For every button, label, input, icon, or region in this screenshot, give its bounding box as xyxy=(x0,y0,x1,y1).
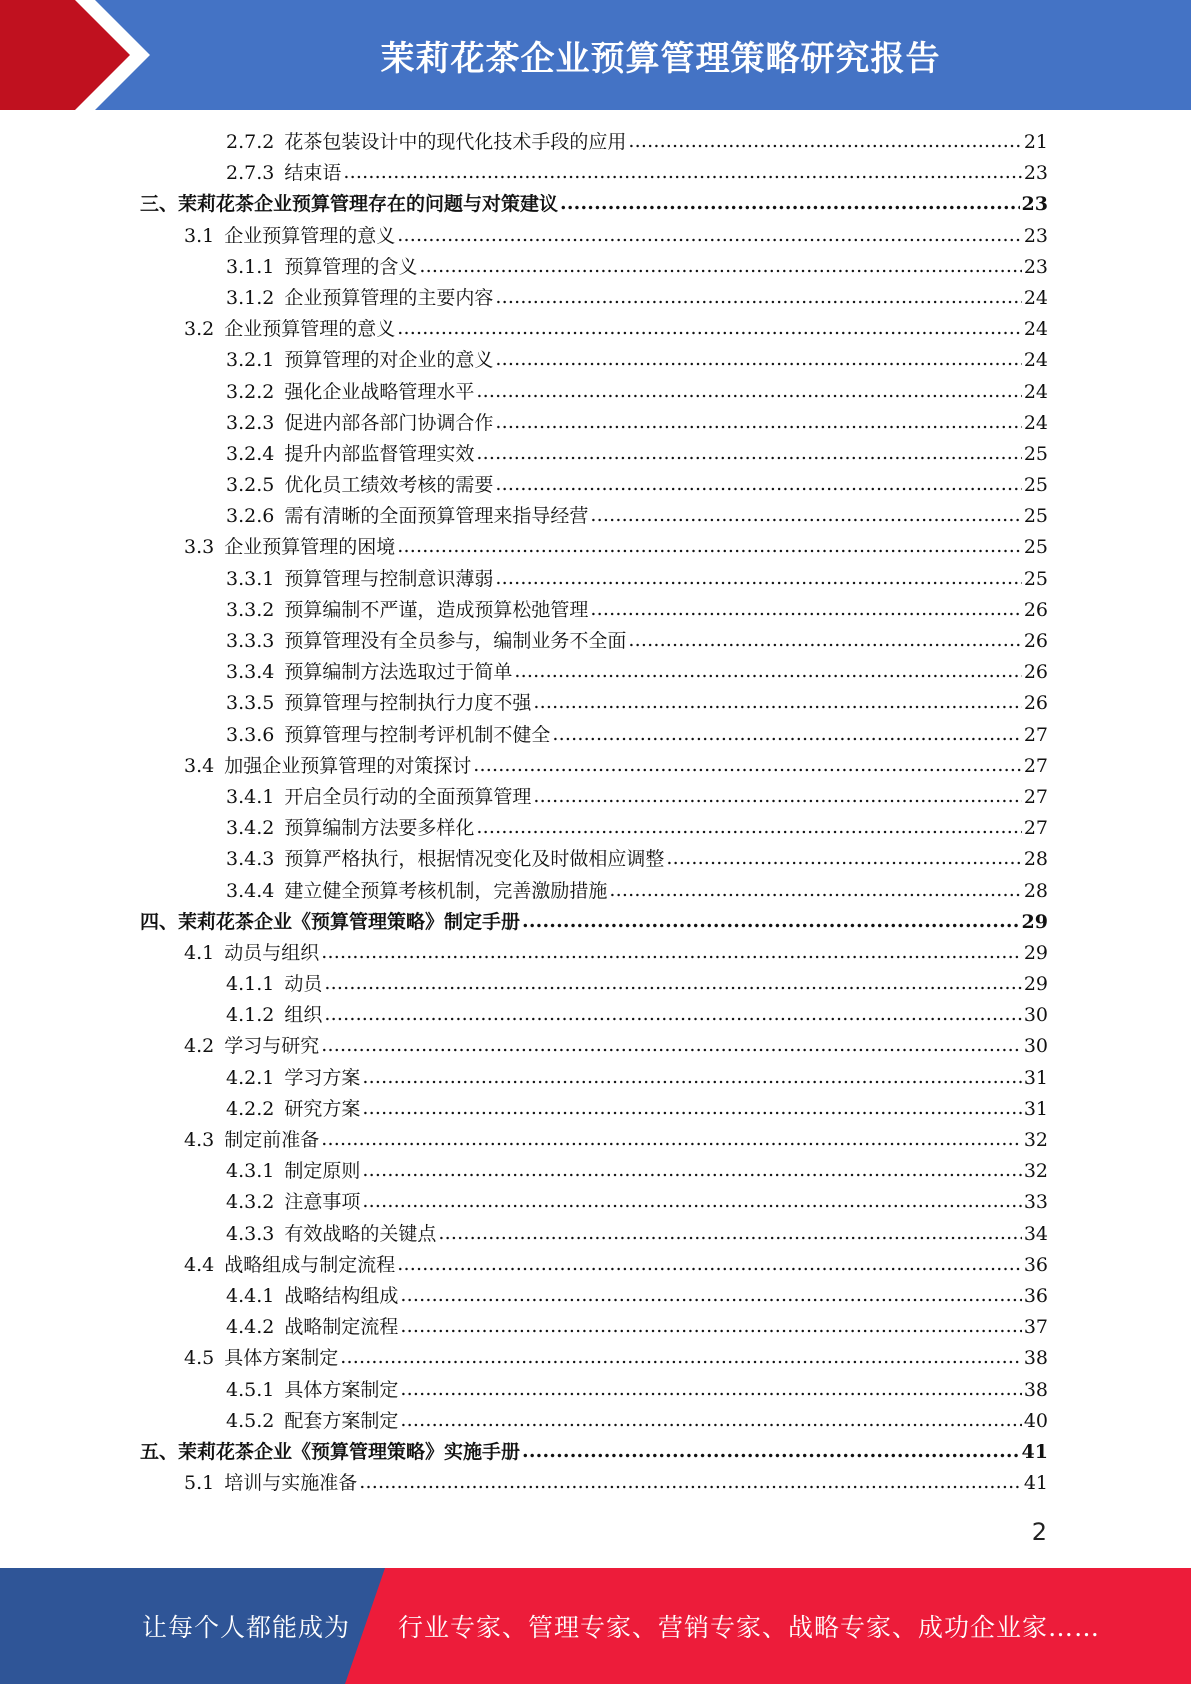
toc-entry-number: 3.2.3 xyxy=(226,411,275,434)
toc-entry-page: 21 xyxy=(1023,131,1048,153)
toc-entry-number: 3.3.3 xyxy=(226,630,275,652)
toc-entry[interactable] xyxy=(140,1094,1048,1125)
toc-entry-page: 26 xyxy=(1023,692,1048,715)
toc-dot-leader xyxy=(362,1186,1021,1217)
toc-entry-page: 26 xyxy=(1023,598,1048,621)
toc-entry-page: 25 xyxy=(1023,474,1048,497)
toc-dot-leader xyxy=(321,1030,1022,1061)
toc-dot-leader xyxy=(522,906,1020,937)
toc-entry[interactable] xyxy=(140,1375,1048,1406)
toc-entry-page: 24 xyxy=(1023,318,1048,341)
toc-entry-title: 建立健全预算考核机制，完善激励措施 xyxy=(284,879,608,902)
toc-entry[interactable] xyxy=(140,1343,1048,1374)
toc-dot-leader xyxy=(362,1155,1021,1186)
toc-entry-page: 33 xyxy=(1023,1191,1048,1214)
toc-entry-page: 30 xyxy=(1023,1035,1048,1058)
toc-entry-title: 开启全员行动的全面预算管理 xyxy=(284,785,532,808)
toc-entry[interactable] xyxy=(140,158,1048,189)
toc-entry-title: 茉莉花茶企业《预算管理策略》实施手册 xyxy=(178,1440,521,1463)
toc-dot-leader xyxy=(397,313,1022,344)
toc-entry[interactable] xyxy=(140,252,1048,283)
toc-entry-title: 制定前准备 xyxy=(224,1129,320,1151)
toc-entry-number: 3.4.4 xyxy=(226,879,275,902)
toc-entry-number: 4.5 xyxy=(184,1347,215,1370)
toc-dot-leader xyxy=(495,282,1021,313)
toc-entry-page: 31 xyxy=(1023,1066,1048,1089)
toc-entry-title: 学习与研究 xyxy=(224,1035,320,1058)
toc-entry-page: 23 xyxy=(1023,255,1048,278)
toc-entry-title: 有效战略的关键点 xyxy=(284,1222,437,1245)
toc-entry[interactable] xyxy=(140,1468,1048,1499)
toc-dot-leader xyxy=(522,1436,1020,1467)
toc-dot-leader xyxy=(473,750,1022,781)
toc-dot-leader xyxy=(321,1124,1022,1155)
toc-entry-title: 具体方案制定 xyxy=(284,1378,399,1401)
toc-entry-page: 30 xyxy=(1023,1004,1048,1027)
toc-entry-number: 4.3.2 xyxy=(226,1191,275,1214)
toc-entry-page: 25 xyxy=(1023,442,1048,465)
toc-entry[interactable] xyxy=(140,844,1048,875)
toc-entry-title: 企业预算管理的意义 xyxy=(224,318,396,341)
toc-dot-leader xyxy=(609,875,1021,906)
toc-entry-title: 企业预算管理的意义 xyxy=(224,224,396,247)
toc-dot-leader xyxy=(340,1342,1022,1373)
toc-entry-number: 3.1.1 xyxy=(226,255,275,278)
toc-entry[interactable] xyxy=(140,1000,1048,1031)
toc-entry-number: 3.3.5 xyxy=(226,692,275,715)
toc-entry-number: 4.3.3 xyxy=(226,1222,275,1245)
toc-dot-leader xyxy=(495,344,1021,375)
toc-entry-title: 提升内部监督管理实效 xyxy=(284,442,475,465)
toc-entry-title: 花茶包装设计中的现代化技术手段的应用 xyxy=(284,131,627,153)
toc-dot-leader xyxy=(321,937,1022,968)
toc-dot-leader xyxy=(397,531,1022,562)
toc-dot-leader xyxy=(495,563,1021,594)
toc-entry-title: 茉莉花茶企业《预算管理策略》制定手册 xyxy=(178,910,521,933)
toc-entry-title: 具体方案制定 xyxy=(224,1347,339,1370)
toc-entry[interactable] xyxy=(140,813,1048,844)
toc-entry-number: 3.2 xyxy=(184,318,215,341)
toc-entry[interactable] xyxy=(140,470,1048,501)
toc-entry[interactable] xyxy=(140,751,1048,782)
toc-entry-number: 4.4.2 xyxy=(226,1316,275,1339)
toc-entry-number: 3.2.2 xyxy=(226,380,275,403)
toc-dot-leader xyxy=(666,843,1021,874)
toc-entry[interactable] xyxy=(140,1063,1048,1094)
toc-entry-number: 3.3.4 xyxy=(226,661,275,684)
toc-entry-number: 2.7.3 xyxy=(226,162,275,185)
toc-entry-number: 3.4 xyxy=(184,754,215,777)
toc-entry-title: 动员 xyxy=(284,973,323,996)
toc-entry-title: 强化企业战略管理水平 xyxy=(284,380,475,403)
toc-dot-leader xyxy=(476,376,1021,407)
toc-entry-number: 3.3.1 xyxy=(226,567,275,590)
toc-entry-title: 企业预算管理的主要内容 xyxy=(284,286,494,309)
toc-entry-page: 41 xyxy=(1021,1440,1048,1463)
toc-entry-title: 预算严格执行，根据情况变化及时做相应调整 xyxy=(284,848,665,871)
toc-entry-title: 培训与实施准备 xyxy=(224,1472,358,1495)
toc-entry[interactable] xyxy=(140,1406,1048,1437)
toc-dot-leader xyxy=(362,1093,1021,1124)
toc-entry-number: 4.3 xyxy=(184,1129,215,1151)
toc-entry[interactable] xyxy=(140,876,1048,907)
toc-entry-number: 2.7.2 xyxy=(226,131,275,153)
toc-dot-leader xyxy=(397,1249,1022,1280)
toc-dot-leader xyxy=(324,968,1021,999)
toc-entry-number: 3.3 xyxy=(184,536,215,559)
toc-dot-leader xyxy=(476,438,1021,469)
toc-dot-leader xyxy=(400,1280,1021,1311)
toc-dot-leader xyxy=(359,1467,1022,1498)
toc-entry[interactable] xyxy=(140,657,1048,688)
toc-dot-leader xyxy=(362,1062,1021,1093)
toc-entry-title: 学习方案 xyxy=(284,1066,361,1089)
toc-entry-page: 38 xyxy=(1023,1378,1048,1401)
toc-entry-page: 31 xyxy=(1023,1097,1048,1120)
toc-entry-title: 动员与组织 xyxy=(224,941,320,964)
toc-entry[interactable] xyxy=(140,1281,1048,1312)
toc-entry[interactable] xyxy=(140,688,1048,719)
toc-entry-number: 3.2.4 xyxy=(226,442,275,465)
toc-entry-number: 4.3.1 xyxy=(226,1160,275,1183)
toc-dot-leader xyxy=(533,687,1021,718)
toc-entry-title: 组织 xyxy=(284,1004,323,1027)
toc-entry-page: 24 xyxy=(1023,380,1048,403)
toc-entry-page: 34 xyxy=(1023,1222,1048,1245)
toc-dot-leader xyxy=(495,407,1021,438)
toc-entry-number: 3.1 xyxy=(184,224,215,247)
page-footer xyxy=(0,1568,1191,1684)
toc-dot-leader xyxy=(628,625,1021,656)
toc-entry[interactable] xyxy=(140,439,1048,470)
toc-entry-title: 注意事项 xyxy=(284,1191,361,1214)
toc-entry[interactable] xyxy=(140,127,1048,158)
toc-entry-page: 41 xyxy=(1023,1472,1048,1495)
document-title: 茉莉花茶企业预算管理策略研究报告 xyxy=(380,38,941,79)
toc-entry-page: 26 xyxy=(1023,661,1048,684)
toc-entry-number: 4.2 xyxy=(184,1035,215,1058)
toc-entry-title: 预算管理的含义 xyxy=(284,255,418,278)
toc-entry[interactable] xyxy=(140,969,1048,1000)
toc-entry[interactable] xyxy=(140,720,1048,751)
toc-entry-title: 企业预算管理的困境 xyxy=(224,536,396,559)
toc-dot-leader xyxy=(400,1405,1021,1436)
toc-entry[interactable] xyxy=(140,595,1048,626)
toc-entry-title: 制定原则 xyxy=(284,1160,361,1183)
toc-entry-page: 23 xyxy=(1021,193,1048,216)
table-of-contents xyxy=(140,127,1048,1499)
toc-entry-title: 预算管理没有全员参与，编制业务不全面 xyxy=(284,630,627,652)
toc-entry-page: 24 xyxy=(1023,286,1048,309)
toc-entry-title: 预算管理与控制意识薄弱 xyxy=(284,567,494,590)
toc-dot-leader xyxy=(324,999,1021,1030)
toc-entry-page: 25 xyxy=(1023,505,1048,528)
toc-entry-page: 24 xyxy=(1023,349,1048,372)
toc-entry-number: 3.3.2 xyxy=(226,598,275,621)
toc-entry[interactable] xyxy=(140,1031,1048,1062)
toc-dot-leader xyxy=(400,1374,1021,1405)
toc-entry-page: 28 xyxy=(1023,879,1048,902)
toc-entry[interactable] xyxy=(140,221,1048,252)
toc-dot-leader xyxy=(476,812,1021,843)
toc-dot-leader xyxy=(560,188,1020,219)
toc-entry-number: 5.1 xyxy=(184,1472,215,1495)
toc-entry-number: 3.4.3 xyxy=(226,848,275,871)
toc-entry-number: 4.4 xyxy=(184,1253,215,1276)
footer-slogan-right: 行业专家、管理专家、营销专家、战略专家、成功企业家…… xyxy=(398,1613,1101,1642)
toc-entry-number: 3.2.6 xyxy=(226,505,275,528)
toc-entry-page: 25 xyxy=(1023,536,1048,559)
toc-entry-number: 3.2.5 xyxy=(226,474,275,497)
toc-entry[interactable] xyxy=(140,626,1048,657)
toc-dot-leader xyxy=(419,251,1021,282)
toc-entry-number: 3.3.6 xyxy=(226,723,275,746)
toc-entry-number: 4.5.2 xyxy=(226,1409,275,1432)
toc-entry-title: 加强企业预算管理的对策探讨 xyxy=(224,754,472,777)
toc-entry-title: 战略结构组成 xyxy=(284,1284,399,1307)
toc-dot-leader xyxy=(590,500,1021,531)
toc-entry-page: 27 xyxy=(1023,785,1048,808)
toc-entry-page: 29 xyxy=(1023,941,1048,964)
toc-entry-title: 战略组成与制定流程 xyxy=(224,1253,396,1276)
toc-dot-leader xyxy=(628,126,1021,157)
toc-entry-page: 28 xyxy=(1023,848,1048,871)
toc-entry[interactable] xyxy=(140,1312,1048,1343)
toc-entry[interactable] xyxy=(140,1125,1048,1156)
toc-entry-number: 4.1 xyxy=(184,941,215,964)
toc-entry[interactable] xyxy=(140,345,1048,376)
toc-entry-number: 3.2.1 xyxy=(226,349,275,372)
toc-entry-title: 需有清晰的全面预算管理来指导经营 xyxy=(284,505,589,528)
toc-entry-number: 3.1.2 xyxy=(226,286,275,309)
toc-entry-page: 27 xyxy=(1023,723,1048,746)
toc-entry-number: 4.2.1 xyxy=(226,1066,275,1089)
toc-entry-title: 预算编制方法要多样化 xyxy=(284,817,475,840)
footer-slogan-left: 让每个人都能成为 xyxy=(142,1613,351,1642)
toc-dot-leader xyxy=(343,157,1021,188)
toc-entry-number: 4.1.1 xyxy=(226,973,275,996)
toc-entry-title: 茉莉花茶企业预算管理存在的问题与对策建议 xyxy=(178,193,559,216)
toc-entry-title: 优化员工绩效考核的需要 xyxy=(284,474,494,497)
toc-entry-page: 32 xyxy=(1023,1160,1048,1183)
toc-entry-number: 4.1.2 xyxy=(226,1004,275,1027)
toc-dot-leader xyxy=(590,594,1021,625)
toc-entry-page: 23 xyxy=(1023,162,1048,185)
toc-entry-title: 预算管理的对企业的意义 xyxy=(284,349,494,372)
toc-entry-page: 36 xyxy=(1023,1253,1048,1276)
toc-entry-number: 4.5.1 xyxy=(226,1378,275,1401)
toc-entry-title: 预算编制不严谨，造成预算松弛管理 xyxy=(284,598,589,621)
toc-entry-page: 29 xyxy=(1021,910,1048,933)
page-number: 2 xyxy=(1031,1518,1047,1546)
toc-dot-leader xyxy=(495,469,1021,500)
toc-entry[interactable] xyxy=(140,501,1048,532)
toc-entry-title: 预算管理与控制执行力度不强 xyxy=(284,692,532,715)
toc-entry-title: 战略制定流程 xyxy=(284,1316,399,1339)
toc-entry-number: 四、 xyxy=(140,910,179,933)
toc-entry[interactable] xyxy=(140,564,1048,595)
toc-dot-leader xyxy=(514,656,1021,687)
toc-entry-title: 预算管理与控制考评机制不健全 xyxy=(284,723,551,746)
toc-entry[interactable] xyxy=(140,938,1048,969)
toc-entry[interactable] xyxy=(140,189,1048,220)
toc-entry[interactable] xyxy=(140,377,1048,408)
toc-entry[interactable] xyxy=(140,1219,1048,1250)
toc-entry-title: 配套方案制定 xyxy=(284,1409,399,1432)
toc-entry-page: 24 xyxy=(1023,411,1048,434)
toc-dot-leader xyxy=(400,1311,1021,1342)
toc-entry-title: 促进内部各部门协调合作 xyxy=(284,411,494,434)
toc-dot-leader xyxy=(533,781,1021,812)
toc-dot-leader xyxy=(552,719,1021,750)
toc-dot-leader xyxy=(397,220,1022,251)
toc-entry-number: 4.4.1 xyxy=(226,1284,275,1307)
toc-entry-number: 4.2.2 xyxy=(226,1097,275,1120)
toc-entry[interactable] xyxy=(140,532,1048,563)
toc-entry-page: 27 xyxy=(1023,817,1048,840)
toc-entry[interactable] xyxy=(140,283,1048,314)
toc-entry-page: 32 xyxy=(1023,1129,1048,1151)
toc-entry-page: 25 xyxy=(1023,567,1048,590)
toc-entry[interactable] xyxy=(140,1187,1048,1218)
toc-entry-page: 37 xyxy=(1023,1316,1048,1339)
toc-entry-title: 结束语 xyxy=(284,162,342,185)
toc-entry-number: 3.4.1 xyxy=(226,785,275,808)
toc-entry-page: 23 xyxy=(1023,224,1048,247)
toc-entry-title: 研究方案 xyxy=(284,1097,361,1120)
toc-entry[interactable] xyxy=(140,314,1048,345)
toc-entry-page: 29 xyxy=(1023,973,1048,996)
toc-entry-page: 27 xyxy=(1023,754,1048,777)
toc-entry-number: 3.4.2 xyxy=(226,817,275,840)
toc-entry-page: 38 xyxy=(1023,1347,1048,1370)
toc-entry-number: 五、 xyxy=(140,1440,179,1463)
toc-entry[interactable] xyxy=(140,782,1048,813)
toc-entry[interactable] xyxy=(140,907,1048,938)
toc-entry[interactable] xyxy=(140,1250,1048,1281)
toc-entry-number: 三、 xyxy=(140,193,179,216)
toc-entry-page: 36 xyxy=(1023,1284,1048,1307)
toc-dot-leader xyxy=(438,1218,1021,1249)
toc-entry-title: 预算编制方法选取过于简单 xyxy=(284,661,513,684)
page-header xyxy=(0,0,1191,110)
toc-entry[interactable] xyxy=(140,1437,1048,1468)
toc-entry-page: 40 xyxy=(1023,1409,1048,1432)
toc-entry-page: 26 xyxy=(1023,630,1048,652)
toc-entry[interactable] xyxy=(140,1156,1048,1187)
toc-entry[interactable] xyxy=(140,408,1048,439)
